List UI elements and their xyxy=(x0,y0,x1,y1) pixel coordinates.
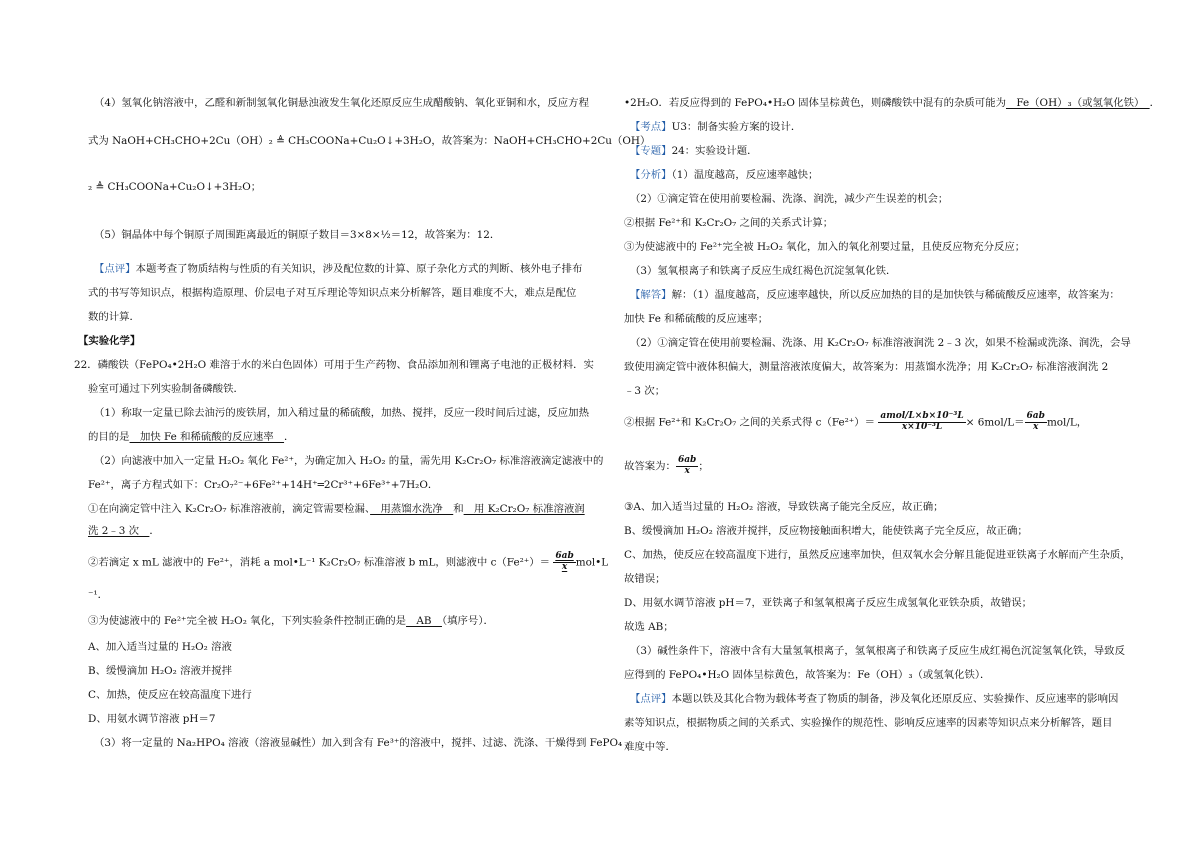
solution-line-9: B、缓慢滴加 H₂O₂ 溶液并搅拌，反应物接触面积增大，能使铁离子完全反应，故正确； xyxy=(624,525,1028,537)
solution-line-12: D、用氨水调节溶液 pH＝7，亚铁离子和氢氧根离子反应生成氢氧化亚铁杂质，故错误； xyxy=(624,597,1033,609)
p2-line-1: （2）向滤液中加入一定量 H₂O₂ 氧化 Fe²⁺，为确定加入 H₂O₂ 的量，需先用 K₂Cr₂O₇ 标准溶液滴定滤液中的 xyxy=(94,455,604,467)
analysis-line-1 xyxy=(630,168,818,182)
option-c: C、加热，使反应在较高温度下进行 xyxy=(88,689,252,701)
p2a-line-2 xyxy=(88,524,160,538)
solution-line-4: 致使用滴定管中液体积偏大，测量溶液浓度偏大，故答案为：用蒸馏水洗净；用 K₂Cr₂O₇ 标准溶液润洗 2 xyxy=(624,361,1109,373)
solution-7-text: 故答案为： xyxy=(624,460,676,473)
p2a-answer-2: 用 K₂Cr₂O₇ 标准溶液润 xyxy=(463,503,585,515)
p2c-text: ③为使滤液中的 Fe²⁺完全被 H₂O₂ 氧化，下列实验条件控制正确的是 xyxy=(88,615,407,627)
solution-6-den-2: x xyxy=(1033,421,1039,432)
p2-line-2: Fe²⁺，离子方程式如下：Cr₂O₇²⁻+6Fe²⁺+14H⁺═2Cr³⁺+6Fe³⁺+7H₂O． xyxy=(88,479,439,491)
q22-line-2: 验室可通过下列实验制备磷酸铁． xyxy=(88,383,244,395)
solution-line-7 xyxy=(624,456,709,477)
p2c-end: （填序号）． xyxy=(441,615,494,627)
solution-line-13: 故选 AB； xyxy=(624,621,674,633)
analysis-line-4: ③为使滤液中的 Fe²⁺完全被 H₂O₂ 氧化，加入的氧化剂要过量，且使反应物充分反应； xyxy=(624,241,1026,253)
review-text-1: 本题考查了物质结构与性质的有关知识，涉及配位数的计算、原子杂化方式的判断、核外电子排布 xyxy=(135,263,583,275)
review2-line-2: 素等知识点，根据物质之间的关系式、实验操作的规范性、影响反应速率的因素等知识点来分析解答，题目 xyxy=(624,717,1113,729)
analysis-tag: 【分析】 xyxy=(630,169,672,181)
p2b-line-2: ⁻¹． xyxy=(88,589,109,601)
review2-text-1: 本题以铁及其化合物为载体考查了物质的制备，涉及氧化还原反应、实验操作、反应速率的影响因 xyxy=(671,693,1119,705)
p2a-prefix: ①在向滴定管中注入 K₂Cr₂O₇ 标准溶液前，滴定管需要检漏、 xyxy=(88,503,371,515)
solution-line-2: 加快 Fe 和稀硫酸的反应速率； xyxy=(624,313,769,325)
p3-cont-text: •2H₂O．若反应得到的 FePO₄•H₂O 固体呈棕黄色，则磷酸铁中混有的杂质可能为 xyxy=(624,97,1006,109)
p2b-line xyxy=(88,552,608,573)
solution-line-14: （3）碱性条件下，溶液中含有大量氢氧根离子，氢氧根离子和铁离子反应生成红褐色沉淀氢氧化铁，导致反 xyxy=(630,645,1125,657)
p1-line-1: （1）称取一定量已除去油污的废铁屑，加入稍过量的稀硫酸，加热、搅拌，反应一段时间后过滤，反应加热 xyxy=(94,407,589,419)
section-heading: 【实验化学】 xyxy=(78,335,141,347)
p2a-answer-1: 用蒸馏水洗净 xyxy=(370,503,454,515)
solution-7-den: x xyxy=(684,465,690,476)
solution-text-1: 解：（1）温度越高，反应速率越快，所以反应加热的目的是加快铁与稀硫酸反应速率，故答案为： xyxy=(671,289,1120,301)
p3-answer: Fe（OH）₃（或氢氧化铁） xyxy=(1005,97,1150,109)
solution-7-fraction xyxy=(676,456,698,477)
p1-answer: 加快 Fe 和稀硫酸的反应速率 xyxy=(129,431,285,443)
p3-cont-end: ． xyxy=(1149,97,1161,109)
solution-6-den: x×10⁻³L xyxy=(901,421,943,432)
review2-line-1 xyxy=(630,692,1118,706)
solution-tag: 【解答】 xyxy=(630,289,672,301)
option-a: A、加入适当过量的 H₂O₂ 溶液 xyxy=(88,641,232,653)
solution-line-10: C、加热，使反应在较高温度下进行，虽然反应速率加快，但双氧水会分解且能促进亚铁离子水解而产生杂质， xyxy=(624,549,1131,561)
solution-line-8: ③A、加入适当过量的 H₂O₂ 溶液，导致铁离子能完全反应，故正确； xyxy=(624,501,944,513)
review-line-3: 数的计算． xyxy=(88,311,140,323)
solution-6-fraction xyxy=(878,412,965,433)
p2b-den: x xyxy=(561,561,568,572)
solution-line-1 xyxy=(630,288,1120,302)
topic-line xyxy=(630,144,758,158)
analysis-line-3: ②根据 Fe²⁺和 K₂Cr₂O₇ 之间的关系式计算； xyxy=(624,217,834,229)
q5-line: （5）铜晶体中每个铜原子周围距离最近的铜原子数目＝3×8×½＝12，故答案为：12． xyxy=(94,229,501,241)
kp-text: U3：制备实验方案的设计． xyxy=(671,121,802,133)
review2-tag: 【点评】 xyxy=(630,693,672,705)
solution-line-15: 应得到的 FePO₄•H₂O 固体呈棕黄色，故答案为：Fe（OH）₃（或氢氧化铁）． xyxy=(624,669,991,681)
topic-tag: 【专题】 xyxy=(630,145,672,157)
p3-line: （3）将一定量的 Na₂HPO₄ 溶液（溶液显碱性）加入到含有 Fe³⁺的溶液中，搅拌、过滤、洗涤、干燥得到 FePO₄ xyxy=(94,737,623,749)
solution-6-fraction-2 xyxy=(1025,412,1047,433)
p2c-answer: AB xyxy=(406,615,442,627)
topic-text: 24：实验设计题． xyxy=(671,145,758,157)
review2-line-3: 难度中等． xyxy=(624,741,676,753)
solution-6-mid: × 6mol/L＝ xyxy=(965,416,1025,429)
p2b-unit: mol•L xyxy=(575,556,609,569)
q4-line-1: （4）氢氧化钠溶液中，乙醛和新制氢氧化铜悬浊液发生氧化还原反应生成醋酸钠、氧化亚铜和水，反应方程 xyxy=(94,97,589,109)
p1-prefix: 的目的是 xyxy=(88,431,130,443)
p2c-line xyxy=(88,614,494,628)
review-line-1 xyxy=(94,262,582,276)
solution-7-end: ； xyxy=(698,460,709,473)
kp-line xyxy=(630,120,801,134)
p2b-fraction xyxy=(553,552,575,573)
q4-line-3: ₂ ≜ CH₃COONa+Cu₂O↓+3H₂O； xyxy=(88,181,262,193)
solution-6-end: mol/L， xyxy=(1046,416,1088,429)
p1-line-2 xyxy=(88,430,294,444)
solution-7-num: 6ab xyxy=(677,455,697,465)
solution-6-text: ②根据 Fe²⁺和 K₂Cr₂O₇ 之间的关系式得 c（Fe²⁺）＝ xyxy=(624,416,876,429)
q4-line-2: 式为 NaOH+CH₃CHO+2Cu（OH）₂ ≜ CH₃COONa+Cu₂O↓+3H₂O，故答案为：NaOH+CH₃CHO+2Cu（OH） xyxy=(88,135,651,147)
option-b: B、缓慢滴加 H₂O₂ 溶液并搅拌 xyxy=(88,665,233,677)
review-line-2: 式的书写等知识点，根据构造原理、价层电子对互斥理论等知识点来分析解答，题目难度不大，难点是配位 xyxy=(88,287,577,299)
kp-tag: 【考点】 xyxy=(630,121,672,133)
p2a-end: ． xyxy=(149,525,160,537)
solution-line-11: 故错误； xyxy=(624,573,666,585)
solution-line-6 xyxy=(624,412,1087,433)
analysis-text-1: （1）温度越高，反应速率越快； xyxy=(671,169,819,181)
p2a-mid: 和 xyxy=(453,503,464,515)
q22-line-1: 22．磷酸铁（FePO₄•2H₂O 难溶于水的米白色固体）可用于生产药物、食品添加剂和锂离子电池的正极材料．实 xyxy=(74,359,594,371)
analysis-line-2: （2）①滴定管在使用前要检漏、洗涤、润洗，减少产生误差的机会； xyxy=(630,193,949,205)
p2b-num: 6ab xyxy=(555,551,574,561)
p3-cont-line xyxy=(624,96,1160,110)
review-tag: 【点评】 xyxy=(94,263,136,275)
p2a-answer-2b: 洗 2﹣3 次 xyxy=(88,525,150,537)
analysis-line-5: （3）氢氧根离子和铁离子反应生成红褐色沉淀氢氧化铁． xyxy=(630,265,897,277)
solution-line-5: ﹣3 次； xyxy=(624,385,666,397)
p2a-line-1 xyxy=(88,502,585,516)
p2b-text: ②若滴定 x mL 滤液中的 Fe²⁺，消耗 a mol•L⁻¹ K₂Cr₂O₇ 标准溶液 b mL，则滤液中 c（Fe²⁺）＝ xyxy=(88,556,551,569)
option-d: D、用氨水调节溶液 pH＝7 xyxy=(88,713,216,725)
solution-6-num: amol/L×b×10⁻³L xyxy=(880,411,964,421)
solution-line-3: （2）①滴定管在使用前要检漏、洗涤、用 K₂Cr₂O₇ 标准溶液润洗 2﹣3 次，如果不检漏或洗涤、润洗，会导 xyxy=(630,337,1131,349)
solution-6-num-2: 6ab xyxy=(1026,411,1045,421)
p1-suffix: ． xyxy=(284,431,295,443)
